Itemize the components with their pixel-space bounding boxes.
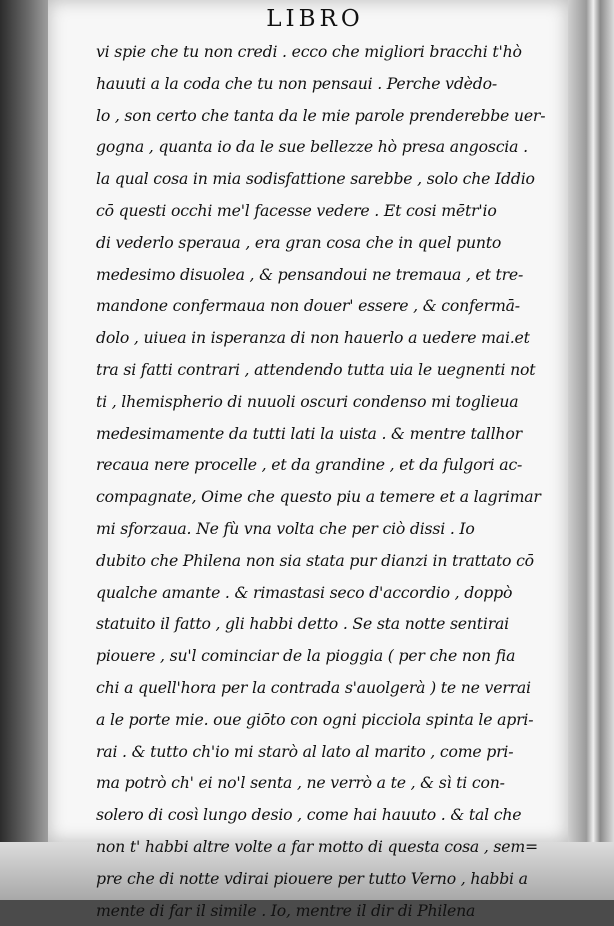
running-heading: LIBRO (266, 6, 364, 32)
text-line: la qual cosa in mia sodisfattione sarebbe , solo che Iddio (96, 169, 535, 189)
text-line: mente di far il simile . Io, mentre il dir di Philena (96, 900, 476, 920)
text-line: medesimamente da tutti lati la uista . & mentre tallhor (96, 423, 522, 443)
text-line: compagnate, Oime che questo piu a temere et a lagrimar (96, 487, 541, 507)
text-line: medesimo disuolea , & pensandoui ne tremaua , et tre- (96, 264, 524, 284)
text-line: cō questi occhi me'l facesse vedere . Et cosi mētr'io (96, 200, 497, 220)
body-text (96, 36, 558, 926)
text-line: rai . & tutto ch'io mi starò al lato al marito , come pri- (96, 741, 514, 761)
text-line: ma potrò ch' ei no'l senta , ne verrò a te , & sì ti con- (96, 773, 505, 793)
text-line: pre che di notte vdirai piouere per tutto Verno , habbi a (96, 868, 528, 888)
text-line: a le porte mie. oue giōto con ogni picciola spinta le apri- (96, 709, 534, 729)
text-line: mandone confermaua non douer' essere , & confermā- (96, 296, 520, 316)
text-line: lo , son certo che tanta da le mie parole prenderebbe uer- (96, 105, 546, 125)
text-line: tra si fatti contrari , attendendo tutta uia le uegnenti not (96, 359, 536, 379)
text-line: piouere , su'l cominciar de la pioggia ( per che non fia (96, 646, 516, 666)
text-line: chi a quell'hora per la contrada s'auolgerà ) te ne verrai (96, 677, 531, 697)
text-line: dubito che Philena non sia stata pur dianzi in trattato cō (96, 550, 534, 570)
page-edge-right (568, 0, 614, 900)
text-line: recaua nere procelle , et da grandine , et da fulgori ac- (96, 455, 523, 475)
text-line: statuito il fatto , gli habbi detto . Se sta notte sentirai (96, 614, 509, 634)
text-line: solero di così lungo desio , come hai hauuto . & tal che (96, 805, 522, 825)
text-line: vi spie che tu non credi . ecco che migliori bracchi t'hò (96, 42, 522, 61)
text-line: qualche amante . & rimastasi seco d'accordio , doppò (96, 582, 513, 602)
text-line: dolo , uiuea in isperanza di non hauerlo a uedere mai.et (96, 328, 530, 348)
text-line: ti , lhemispherio di nuuoli oscuri condenso mi toglieua (96, 391, 519, 411)
text-line: gogna , quanta io da le sue bellezze hò presa angoscia . (96, 137, 528, 157)
text-line: non t' habbi altre volte a far motto di questa cosa , sem= (96, 836, 538, 856)
text-line: mi sforzaua. Ne fù vna volta che per ciò dissi . Io (96, 518, 475, 538)
text-line: di vederlo speraua , era gran cosa che in quel punto (96, 232, 502, 252)
text-line: hauuti a la coda che tu non pensaui . Perche vdèdo- (96, 73, 497, 93)
